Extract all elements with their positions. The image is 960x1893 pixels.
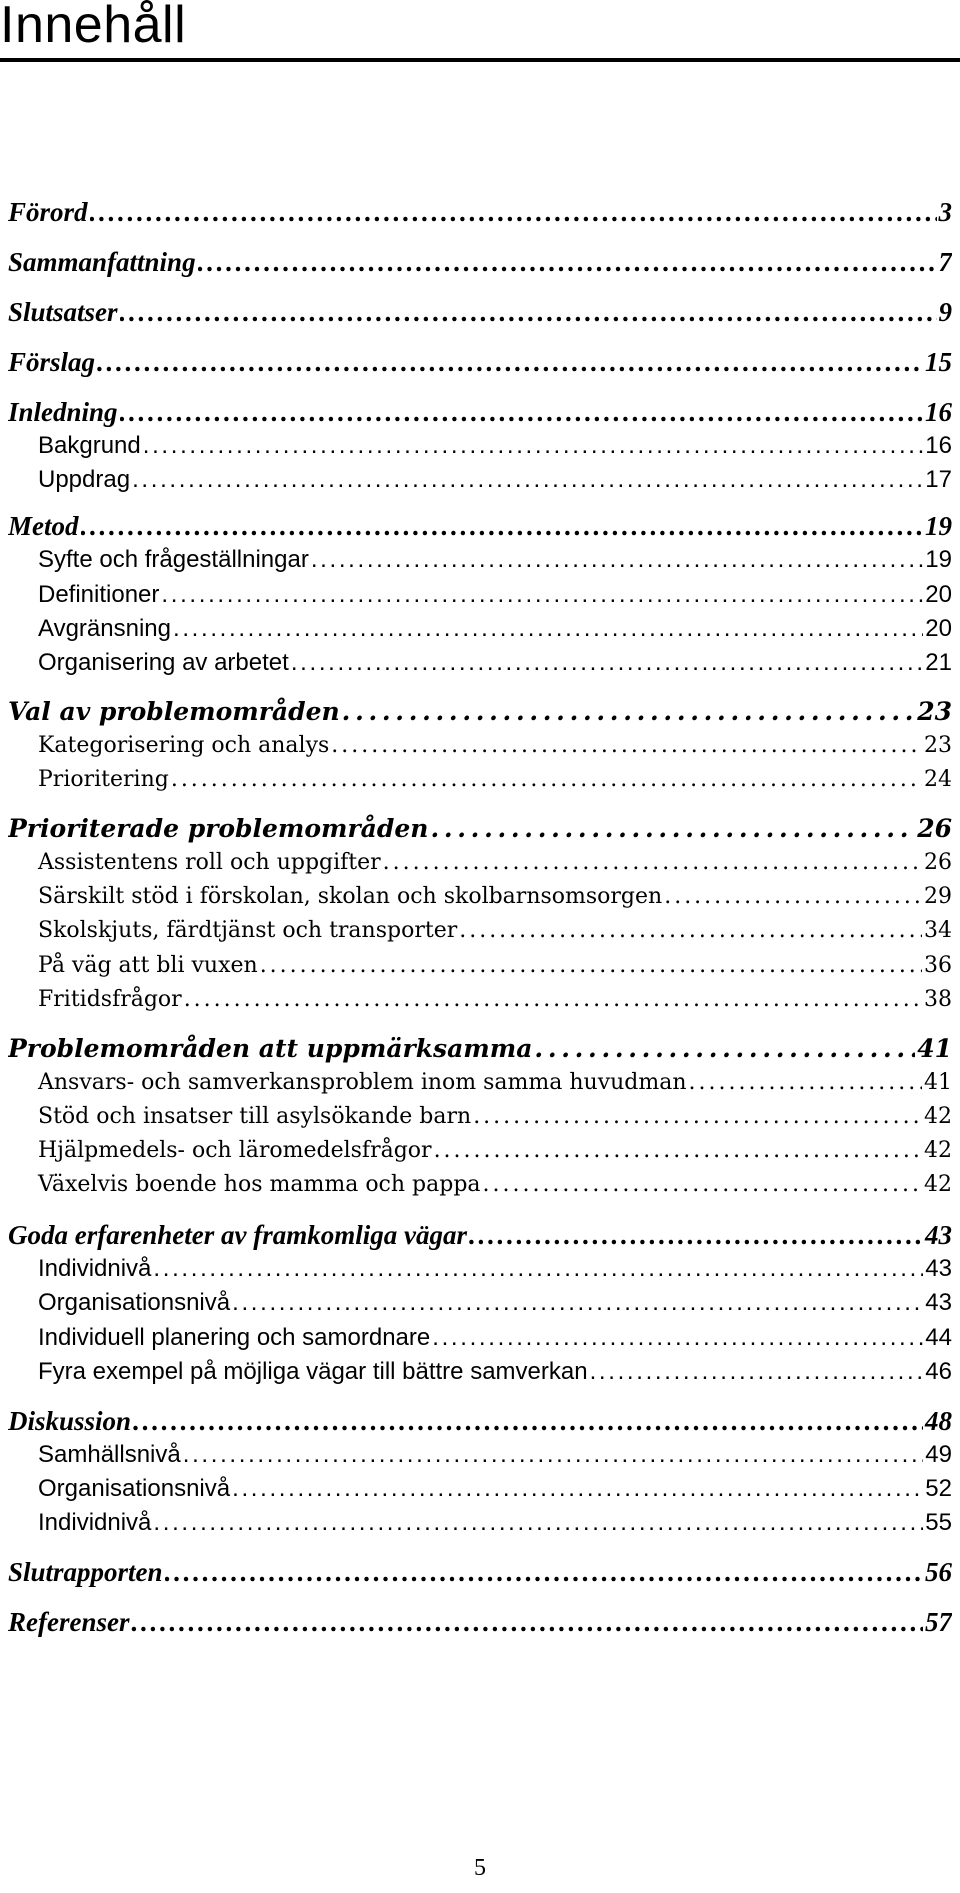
toc-entry-page: 42 — [924, 1172, 952, 1197]
toc-entry-page: 3 — [938, 197, 952, 227]
dot-leader — [153, 1508, 923, 1538]
toc-entry-page: 7 — [938, 247, 952, 277]
toc-chapter-entry[interactable] — [8, 345, 952, 379]
toc-entry-title: Organisering av arbetet — [38, 649, 289, 676]
toc-entry-page: 34 — [924, 918, 952, 943]
toc-section-entry[interactable] — [8, 1357, 952, 1387]
toc-entry-title: Organisationsnivå — [38, 1475, 231, 1502]
toc-entry-page: 26 — [917, 814, 952, 843]
toc-entry-title: Goda erfarenheter av framkomliga vägar — [8, 1220, 467, 1250]
toc-chapter-entry[interactable] — [8, 245, 952, 279]
toc-entry-title: Problemområden att uppmärksamma — [8, 1034, 533, 1063]
toc-entry-page: 29 — [924, 884, 952, 909]
toc-entry-page: 49 — [925, 1441, 952, 1468]
toc-entry-page: 21 — [925, 649, 952, 676]
toc-entry-title: Prioriterade problemområden — [8, 814, 429, 843]
toc-section-entry[interactable] — [8, 580, 952, 610]
toc-entry-title: Särskilt stöd i förskolan, skolan och skolbarnsomsorgen — [38, 884, 663, 909]
toc-section-entry[interactable] — [8, 1323, 952, 1353]
toc-entry-title: Assistentens roll och uppgifter — [38, 850, 381, 875]
toc-entry-page: 24 — [924, 767, 952, 792]
dot-leader — [198, 245, 937, 279]
dot-leader — [473, 1102, 922, 1132]
toc-entry-title: Organisationsnivå — [38, 1289, 231, 1316]
toc-section-entry[interactable] — [8, 545, 952, 575]
dot-leader — [143, 431, 924, 461]
toc-entry-page: 43 — [925, 1220, 952, 1250]
dot-leader — [430, 812, 915, 846]
toc-chapter-entry[interactable] — [8, 1032, 952, 1066]
toc-entry-page: 19 — [925, 546, 952, 573]
toc-entry-page: 43 — [925, 1255, 952, 1282]
toc-entry-title: Slutsatser — [8, 297, 118, 327]
toc-section-entry[interactable] — [8, 731, 952, 761]
toc-entry-page: 26 — [924, 850, 952, 875]
toc-section-entry[interactable] — [8, 848, 952, 878]
toc-chapter-entry[interactable] — [8, 195, 952, 229]
dot-leader — [232, 1288, 923, 1318]
toc-section-entry[interactable] — [8, 1254, 952, 1284]
toc-section-entry[interactable] — [8, 951, 952, 981]
dot-leader — [311, 545, 923, 575]
toc-chapter-entry[interactable] — [8, 1218, 952, 1252]
toc-entry-page: 55 — [925, 1509, 952, 1536]
toc-entry-page: 46 — [925, 1358, 952, 1385]
toc-section-entry[interactable] — [8, 1170, 952, 1200]
dot-leader — [664, 882, 922, 912]
dot-leader — [483, 1170, 922, 1200]
toc-entry-title: Kategorisering och analys — [38, 733, 330, 758]
toc-chapter-entry[interactable] — [8, 295, 952, 329]
toc-chapter-entry[interactable] — [8, 812, 952, 846]
dot-leader — [232, 1474, 923, 1504]
toc-chapter-entry[interactable] — [8, 1555, 952, 1589]
toc-section-entry[interactable] — [8, 1136, 952, 1166]
dot-leader — [97, 345, 923, 379]
toc-entry-page: 41 — [924, 1070, 952, 1095]
toc-entry-title: Fritidsfrågor — [38, 987, 182, 1012]
dot-leader — [331, 731, 922, 761]
dot-leader — [81, 509, 924, 543]
toc-entry-title: Inledning — [8, 397, 118, 427]
toc-section-entry[interactable] — [8, 1440, 952, 1470]
toc-section-entry[interactable] — [8, 431, 952, 461]
dot-leader — [432, 1323, 923, 1353]
toc-entry-page: 16 — [925, 432, 952, 459]
dot-leader — [131, 1605, 923, 1639]
toc-chapter-entry[interactable] — [8, 509, 952, 543]
toc-entry-page: 20 — [925, 581, 952, 608]
toc-section-entry[interactable] — [8, 614, 952, 644]
dot-leader — [590, 1357, 924, 1387]
toc-entry-title: Referenser — [8, 1607, 130, 1637]
toc-entry-title: Hjälpmedels- och läromedelsfrågor — [38, 1138, 432, 1163]
toc-entry-title: Val av problemområden — [8, 697, 340, 726]
dot-leader — [184, 985, 922, 1015]
toc-entry-page: 57 — [925, 1607, 952, 1637]
dot-leader — [291, 648, 923, 678]
toc-entry-title: Växelvis boende hos mamma och pappa — [38, 1172, 481, 1197]
toc-entry-page: 23 — [917, 697, 952, 726]
toc-entry-page: 42 — [924, 1104, 952, 1129]
toc-entry-title: Metod — [8, 511, 79, 541]
dot-leader — [260, 951, 922, 981]
toc-entry-title: Individuell planering och samordnare — [38, 1324, 431, 1351]
dot-leader — [153, 1254, 923, 1284]
dot-leader — [342, 695, 916, 729]
toc-entry-page: 38 — [924, 987, 952, 1012]
toc-entry-page: 23 — [924, 733, 952, 758]
dot-leader — [161, 580, 923, 610]
toc-entry-title: Definitioner — [38, 581, 160, 608]
dot-leader — [120, 395, 923, 429]
dot-leader — [173, 614, 923, 644]
toc-entry-page: 42 — [924, 1138, 952, 1163]
toc-entry-title: Syfte och frågeställningar — [38, 546, 309, 573]
dot-leader — [689, 1068, 922, 1098]
toc-entry-title: Uppdrag — [38, 466, 131, 493]
toc-entry-title: Fyra exempel på möjliga vägar till bättre samverkan — [38, 1358, 588, 1385]
toc-chapter-entry[interactable] — [8, 1404, 952, 1438]
title-rule — [0, 58, 960, 62]
dot-leader — [434, 1136, 922, 1166]
page-title: Innehåll — [0, 0, 187, 54]
page-number: 5 — [474, 1855, 486, 1881]
toc-entry-page: 36 — [924, 953, 952, 978]
dot-leader — [383, 848, 922, 878]
toc-entry-page: 48 — [925, 1406, 952, 1436]
toc-section-entry[interactable] — [8, 765, 952, 795]
toc-section-entry[interactable] — [8, 882, 952, 912]
toc-section-entry[interactable] — [8, 1068, 952, 1098]
toc-entry-title: Diskussion — [8, 1406, 132, 1436]
toc-section-entry[interactable] — [8, 465, 952, 495]
toc-section-entry[interactable] — [8, 1508, 952, 1538]
toc-section-entry[interactable] — [8, 1474, 952, 1504]
toc-entry-page: 15 — [925, 347, 952, 377]
toc-entry-title: Skolskjuts, färdtjänst och transporter — [38, 918, 458, 943]
toc-entry-title: Stöd och insatser till asylsökande barn — [38, 1104, 472, 1129]
toc-entry-title: Sammanfattning — [8, 247, 196, 277]
toc-entry-page: 56 — [925, 1557, 952, 1587]
dot-leader — [171, 765, 922, 795]
dot-leader — [133, 1404, 923, 1438]
dot-leader — [459, 916, 922, 946]
toc-entry-title: Ansvars- och samverkansproblem inom samma huvudman — [38, 1070, 687, 1095]
toc-entry-title: Avgränsning — [38, 615, 171, 642]
toc-entry-page: 16 — [925, 397, 952, 427]
toc-entry-title: Förslag — [8, 347, 96, 377]
toc-chapter-entry[interactable] — [8, 395, 952, 429]
toc-entry-title: Bakgrund — [38, 432, 141, 459]
toc-section-entry[interactable] — [8, 1102, 952, 1132]
toc-section-entry[interactable] — [8, 916, 952, 946]
dot-leader — [120, 295, 937, 329]
toc-entry-title: På väg att bli vuxen — [38, 953, 258, 978]
toc-entry-page: 19 — [925, 511, 952, 541]
toc-entry-title: Förord — [8, 197, 88, 227]
toc-entry-title: Samhällsnivå — [38, 1441, 181, 1468]
toc-entry-title: Individnivå — [38, 1509, 152, 1536]
toc-entry-page: 52 — [925, 1475, 952, 1502]
dot-leader — [90, 195, 937, 229]
toc-entry-page: 9 — [938, 297, 952, 327]
toc-entry-page: 43 — [925, 1289, 952, 1316]
dot-leader — [183, 1440, 924, 1470]
toc-entry-title: Individnivå — [38, 1255, 152, 1282]
dot-leader — [165, 1555, 923, 1589]
toc-entry-page: 44 — [925, 1324, 952, 1351]
toc-chapter-entry[interactable] — [8, 1605, 952, 1639]
toc-entry-page: 41 — [917, 1034, 952, 1063]
toc-section-entry[interactable] — [8, 648, 952, 678]
dot-leader — [132, 465, 923, 495]
toc-entry-page: 20 — [925, 615, 952, 642]
dot-leader — [469, 1218, 923, 1252]
toc-entry-title: Slutrapporten — [8, 1557, 163, 1587]
toc-section-entry[interactable] — [8, 985, 952, 1015]
toc-entry-title: Prioritering — [38, 767, 169, 792]
dot-leader — [534, 1032, 915, 1066]
toc-section-entry[interactable] — [8, 1288, 952, 1318]
toc-chapter-entry[interactable] — [8, 695, 952, 729]
toc-entry-page: 17 — [925, 466, 952, 493]
